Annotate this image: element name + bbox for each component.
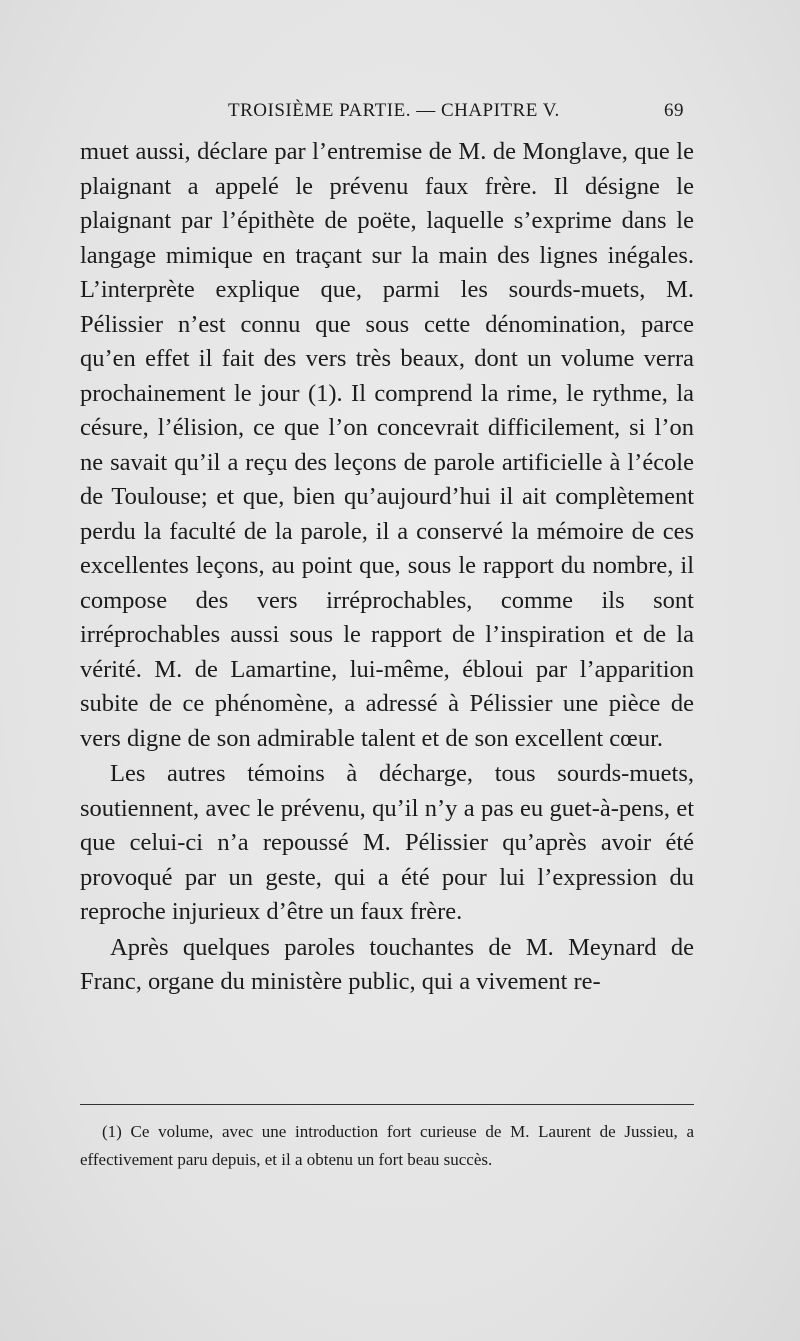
page-number: 69 xyxy=(664,100,684,121)
paragraph-1: muet aussi, déclare par l’entremise de M. de Monglave, que le plaignant a appelé le prévenu faux frère. Il désigne le plaignant par l’épithète de poëte, laquelle s’exprime dans le langage mimique en traçant sur la main des lignes inégales. L’interprète explique que, parmi les sourds-muets, M. Pélissier n’est connu que sous cette dénomination, parce qu’en effet il fait des vers très beaux, dont un volume verra prochainement le jour (1). Il comprend la rime, le rythme, la césure, l’élision, ce que l’on concevrait difficilement, si l’on ne savait qu’il a reçu des leçons de parole artificielle à l’école de Toulouse; et que, bien qu’aujourd’hui il ait complètement perdu la faculté de la parole, il a conservé la mémoire de ces excellentes leçons, au point que, sous le rapport du nombre, il compose des vers irréprochables, comme ils sont irréprochables aussi sous le rapport de l’inspiration et de la vérité. M. de Lamartine, lui-même, ébloui par l’apparition subite de ce phénomène, a adressé à Pélissier une pièce de vers digne de son admirable talent et de son excellent cœur. xyxy=(80,138,694,752)
paragraph-3: Après quelques paroles touchantes de M. Meynard de Franc, organe du ministère public, qui a vivement re- xyxy=(80,933,694,995)
page-header xyxy=(80,100,684,130)
footnote-rule xyxy=(80,1104,694,1105)
footnote: (1) Ce volume, avec une introduction fort curieuse de M. Laurent de Jussieu, a effectivement paru depuis, et il a obtenu un fort beau succès. xyxy=(80,1122,694,1169)
body-text xyxy=(80,135,694,1000)
paragraph-2: Les autres témoins à décharge, tous sourds-muets, soutiennent, avec le prévenu, qu’il n’y a pas eu guet-à-pens, et que celui-ci n’a repoussé M. Pélissier qu’après avoir été provoqué par un geste, qui a été pour lui l’expression du reproche injurieux d’être un faux frère. xyxy=(80,760,694,925)
running-title: TROISIÈME PARTIE. — CHAPITRE V. xyxy=(228,100,560,121)
